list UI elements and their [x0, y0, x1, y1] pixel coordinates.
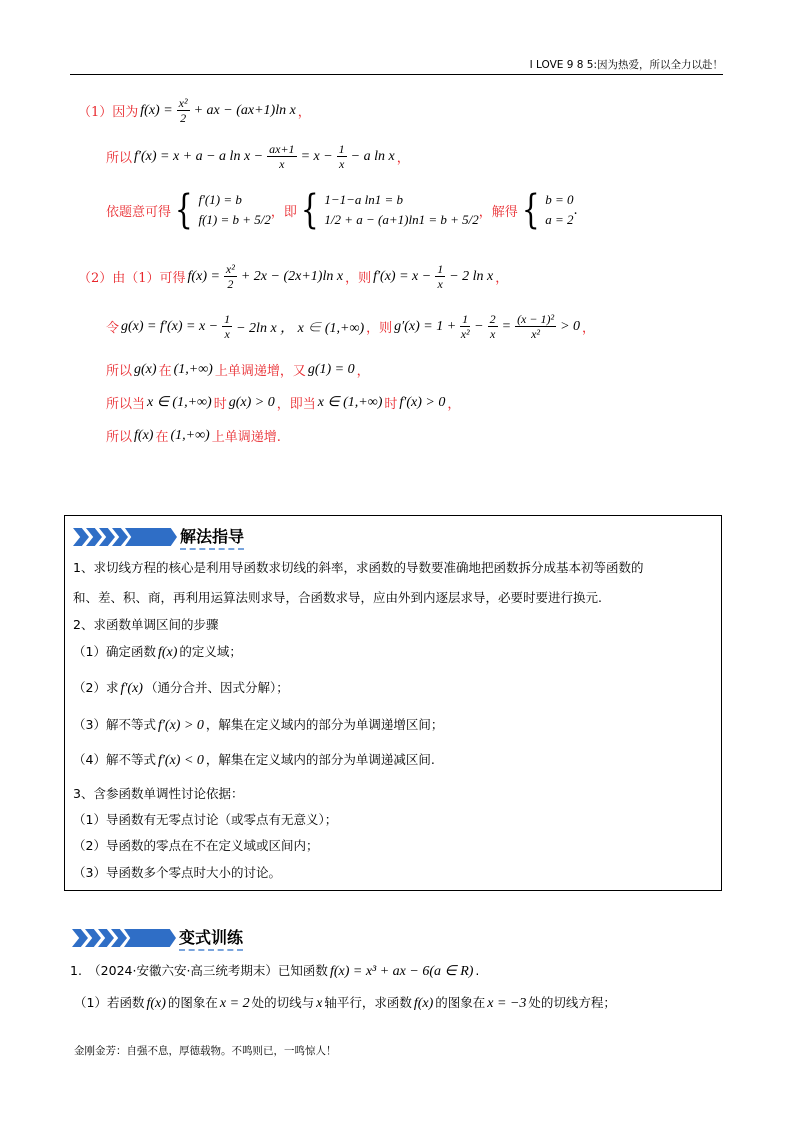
fraction: $\frac{2}{x}$: [489, 312, 496, 341]
brace: {: [521, 187, 540, 233]
solution-p2-line4: [106, 393, 460, 412]
brace: {: [174, 187, 193, 233]
system-2: 1−1−a ln1 = b 1/2 + a − (a+1)ln1 = b + 5/2: [324, 192, 479, 227]
variant-title: 变式训练: [179, 925, 243, 951]
math: g(x): [134, 361, 157, 377]
punct: ，: [582, 321, 596, 336]
punct: ，: [447, 397, 461, 412]
punct: ，: [495, 271, 509, 286]
math: g(x) = f′(x) = x −: [121, 318, 219, 334]
solution-p2-line2: [106, 312, 595, 341]
math: (1,+∞): [170, 427, 210, 443]
text: 上单调递增，又: [214, 364, 306, 379]
system-3: b = 0 a = 2: [545, 192, 574, 227]
math: =: [501, 318, 512, 334]
method-text: （2）导函数的零点在不在定义域或区间内；: [73, 838, 319, 853]
math: g(x) > 0: [228, 394, 275, 410]
math: x ∈ (1,+∞): [317, 395, 383, 410]
brace: {: [300, 187, 319, 233]
punct: ，: [297, 105, 311, 120]
solution-block: [78, 0, 728, 460]
fraction: $\frac{\text{x²}}{2}$: [178, 96, 188, 125]
method-text: （1）导函数有无零点讨论（或零点有无意义）；: [73, 812, 338, 827]
variant-banner: [72, 925, 243, 951]
lead: （1）因为: [78, 105, 139, 120]
system-1: f′(1) = b f(1) = b + 5/2: [198, 192, 271, 227]
conj: ，则: [366, 321, 393, 336]
conj: ，即: [270, 204, 297, 220]
method-step: （4）解不等式 f′(x) < 0 ，解集在定义域内的部分为单调递减区间.: [73, 752, 435, 768]
solution-p1-line1: [78, 96, 311, 125]
fraction: $\frac{ax+1}{x}$: [269, 142, 295, 171]
lead: 令: [106, 321, 120, 336]
method-text: 和、差、积、商，再利用运算法则求导，合函数求导，应由外到内逐层求导，必要时要进行换元.: [73, 590, 602, 605]
punct: ，: [356, 364, 370, 379]
math: f(x): [134, 427, 154, 443]
method-step: （3）解不等式 f′(x) > 0 ，解集在定义域内的部分为单调递增区间；: [73, 717, 444, 733]
solution-p2-line1: [78, 262, 508, 291]
lead: 依题意可得: [106, 204, 172, 220]
method-banner: [73, 524, 244, 550]
method-text: 1、求切线方程的核心是利用导函数求切线的斜率，求函数的导数要准确地把函数拆分成基本初等函数的: [73, 560, 644, 575]
lead: 所以: [106, 151, 133, 166]
math: f′(x) > 0: [399, 394, 446, 410]
chevron-arrow-icon: [73, 528, 174, 546]
conj: ，解得: [478, 204, 518, 220]
fraction: $\frac{1}{x}$: [437, 262, 444, 291]
method-title: 解法指导: [180, 524, 244, 550]
fraction: $\frac{1}{\text{x²}}$: [460, 312, 470, 341]
math: + ax − (ax+1)ln x: [193, 102, 296, 118]
math: + 2x − (2x+1)ln x: [240, 268, 344, 284]
punct: .: [573, 202, 578, 218]
chevron-arrow-icon: [72, 929, 173, 947]
fraction: $\frac{1}{x}$: [338, 142, 345, 171]
solution-p2-line3: [106, 360, 370, 379]
text: 时: [213, 397, 227, 412]
text: 在: [158, 364, 172, 379]
fraction: $\frac{1}{x}$: [224, 312, 231, 341]
method-text: 3、含参函数单调性讨论依据：: [73, 786, 244, 801]
solution-p1-line2: [106, 142, 410, 171]
math: − a ln x: [350, 148, 395, 164]
method-step: （1）确定函数 f(x) 的定义域；: [73, 644, 242, 660]
math: f′(x) = x −: [373, 268, 432, 284]
text: 时: [384, 397, 398, 412]
text: 上单调递增.: [211, 430, 281, 445]
math: f′(x) = x + a − a ln x −: [134, 148, 264, 164]
fraction: $\frac{\text{(x − 1)²}}{\text{x²}}$: [517, 312, 555, 341]
text: 在: [155, 430, 169, 445]
text: ，即当: [276, 397, 316, 412]
lead: 所以: [106, 430, 133, 445]
math: > 0: [560, 318, 581, 334]
math: = x −: [300, 148, 333, 164]
page-header: I LOVE 9 8 5:因为热爱，所以全力以赴！: [70, 58, 723, 75]
conj: ，则: [345, 271, 372, 286]
punct: ，: [396, 151, 410, 166]
math: x ∈ (1,+∞): [147, 395, 212, 410]
math: f(x) =: [140, 102, 173, 118]
solution-p1-line3: [106, 187, 578, 233]
math: − 2ln x ， x ∈ (1,+∞): [236, 320, 365, 336]
fraction: $\frac{\text{x²}}{2}$: [225, 262, 235, 291]
page-footer: 金刚金芳：自强不息，厚德载物。不鸣则已，一鸣惊人！: [74, 1045, 337, 1057]
lead: 所以当: [106, 397, 146, 412]
method-step: （2）求 f′(x) （通分合并、因式分解）；: [73, 680, 289, 696]
math: g(1) = 0: [307, 361, 355, 377]
method-text: 2、求函数单调区间的步骤: [73, 617, 219, 632]
solution-p2-line5: [106, 426, 281, 445]
math: g′(x) = 1 +: [394, 318, 457, 334]
math: −: [474, 318, 484, 334]
method-text: （3）导函数多个零点时大小的讨论。: [73, 865, 281, 880]
lead: （2）由（1）可得: [78, 271, 186, 286]
lead: 所以: [106, 364, 133, 379]
math: f(x) =: [187, 268, 220, 284]
math: (1,+∞): [173, 361, 213, 377]
variant-question: 1. （2024·安徽六安·高三统考期末）已知函数 f(x) = x³ + ax − 6(a ∈ R) .: [70, 963, 480, 979]
math: − 2 ln x: [449, 268, 494, 284]
variant-subquestion: （1）若函数 f(x) 的图象在 x = 2 处的切线与 x 轴平行，求函数 f(x) 的图象在 x = −3 处的切线方程；: [74, 995, 616, 1011]
method-guide-box: [64, 515, 722, 891]
